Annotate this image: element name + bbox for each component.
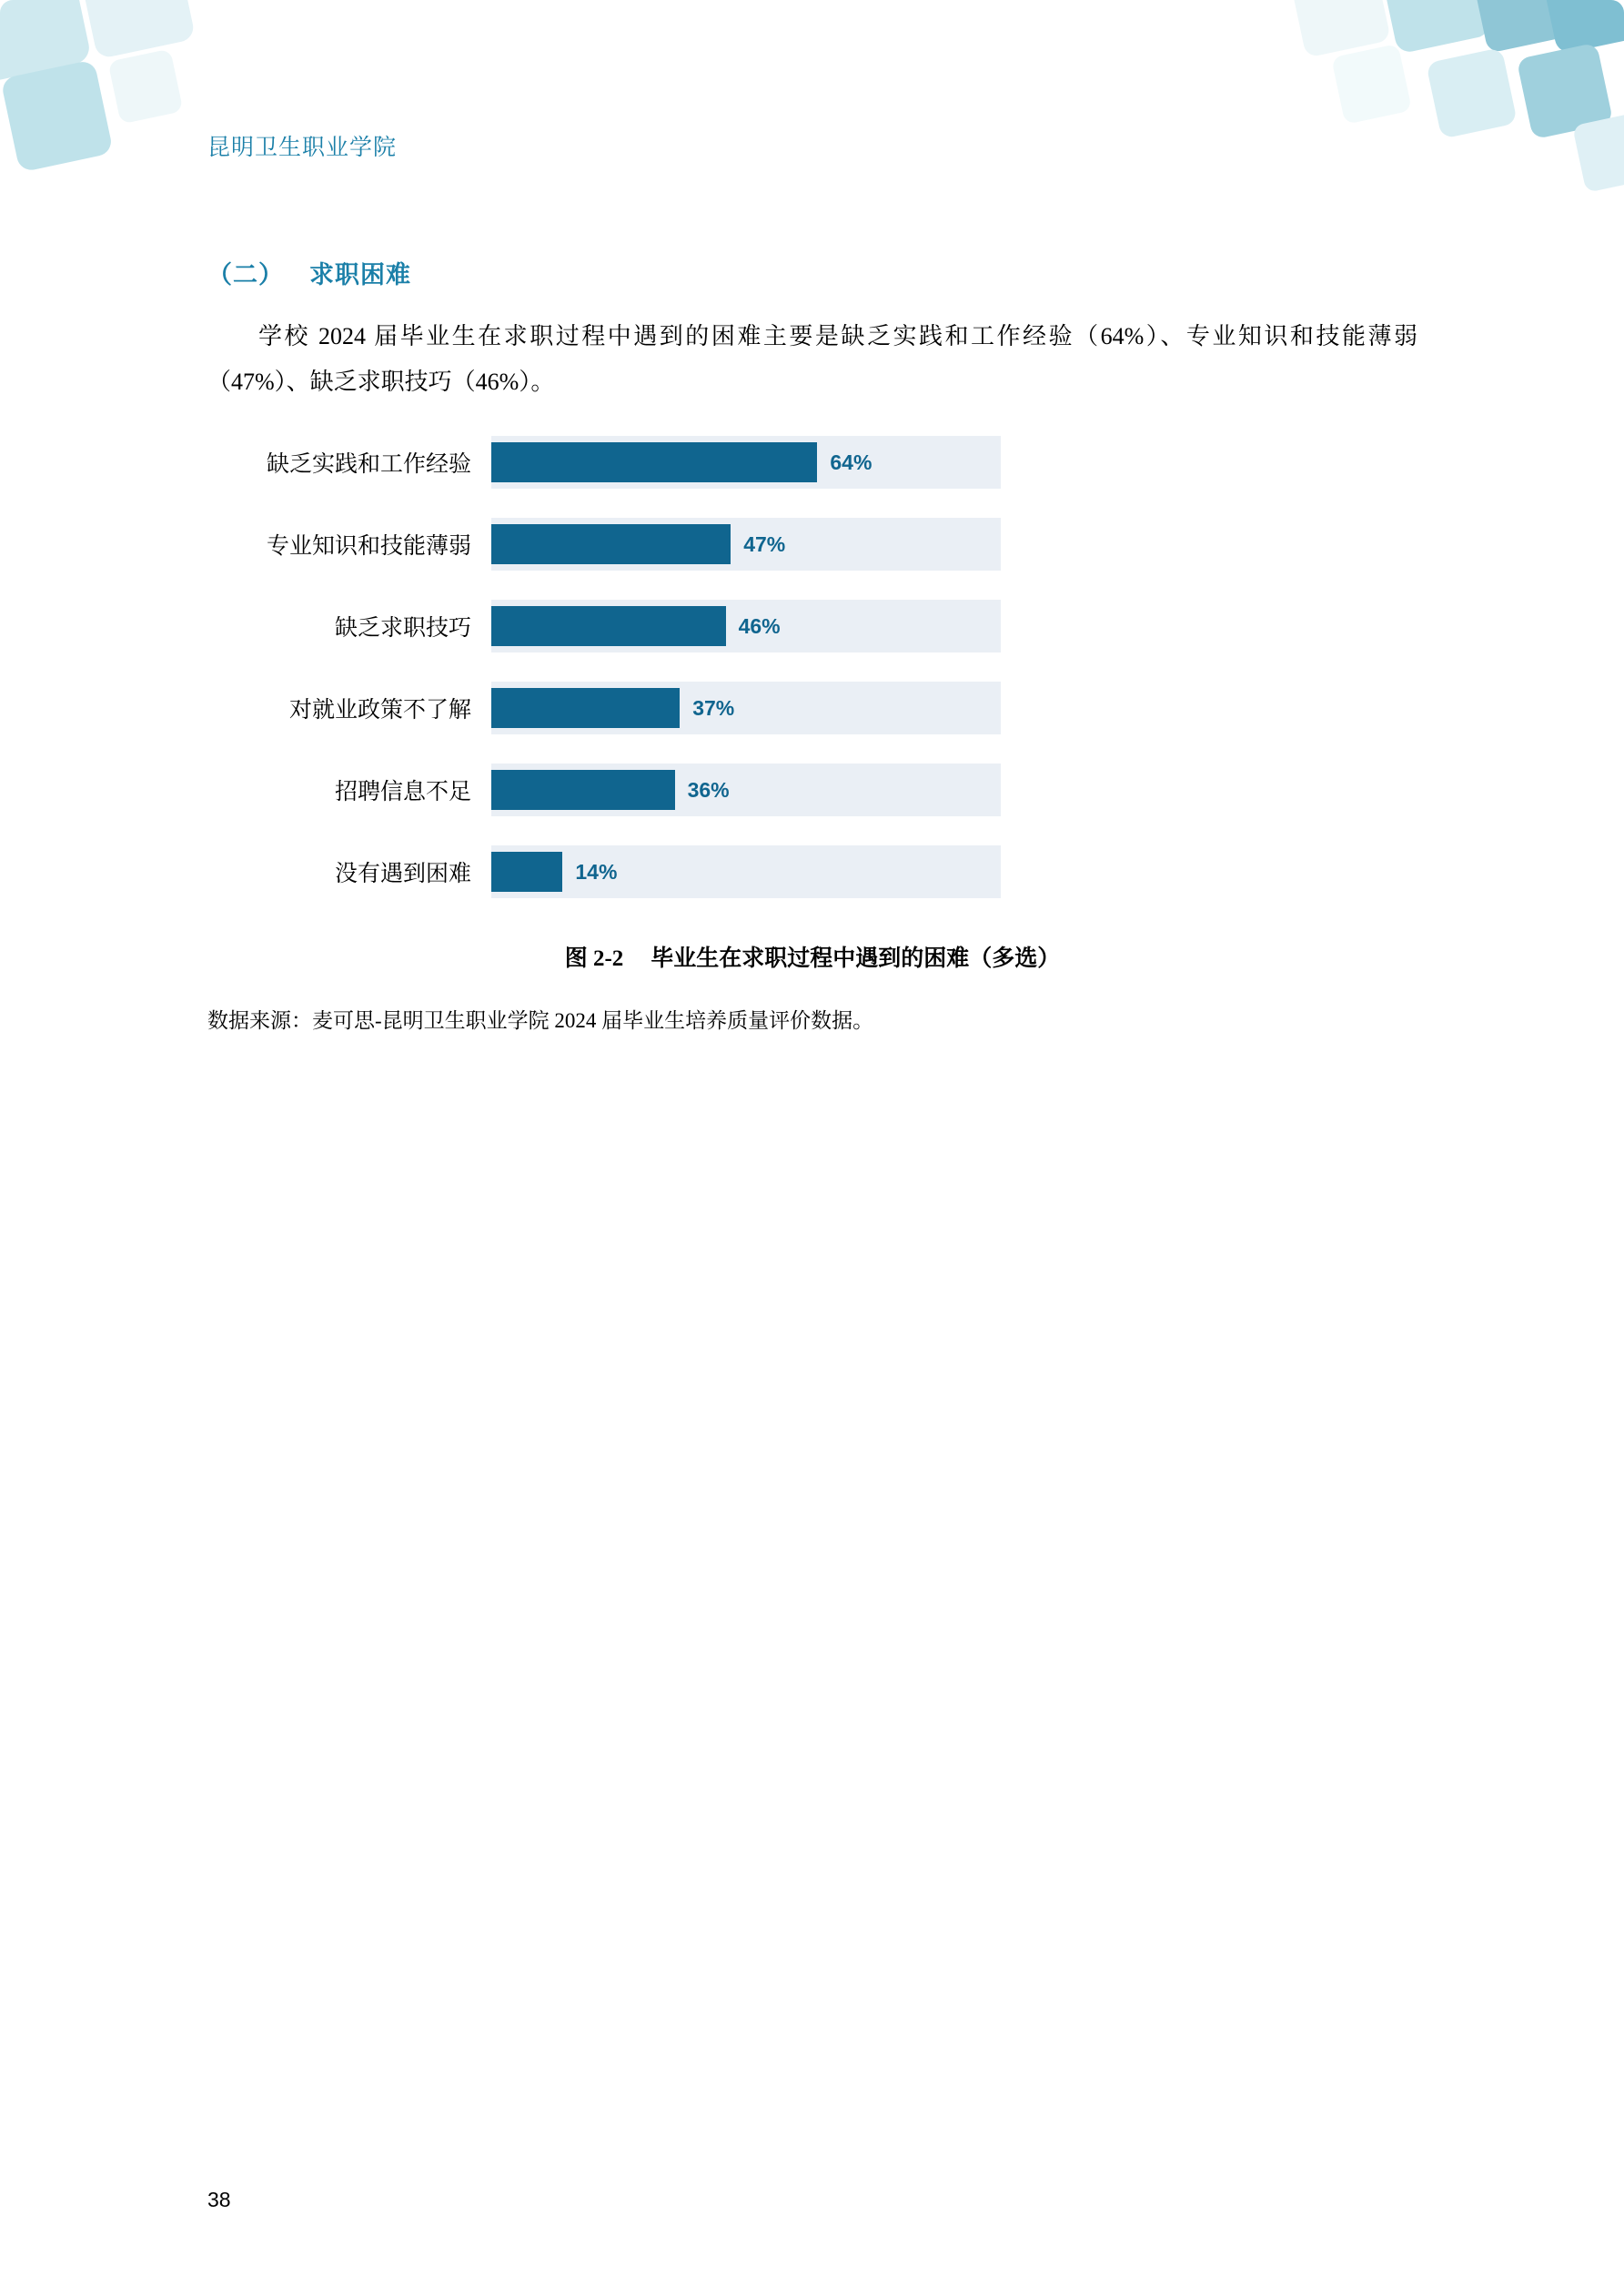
bar-category-label: 对就业政策不了解 (288, 698, 471, 723)
bar-track (491, 845, 1001, 898)
bar-category-label: 专业知识和技能薄弱 (266, 534, 471, 559)
bar-category-label: 招聘信息不足 (334, 780, 471, 804)
figure-number: 图 2-2 (564, 946, 624, 971)
body-paragraph: 学校 2024 届毕业生在求职过程中遇到的困难主要是缺乏实践和工作经验（64%）、专业知识和技能薄弱（47%）、缺乏求职技巧（46%）。 (207, 323, 1417, 395)
figure-title: 毕业生在求职过程中遇到的困难（多选） (651, 946, 1061, 971)
bar-value-label: 36% (687, 777, 730, 802)
chart-row (207, 845, 1417, 898)
bar-value-label: 47% (743, 531, 786, 556)
bar-fill (491, 442, 817, 482)
bar-category-label: 缺乏求职技巧 (334, 616, 471, 641)
chart-row (207, 518, 1417, 571)
bar-value-label: 37% (692, 695, 735, 720)
bar-track (491, 518, 1001, 571)
bar-fill (491, 770, 675, 810)
section-heading (207, 255, 1417, 290)
section-title-text: 求职困难 (309, 261, 411, 288)
bar-category-label: 缺乏实践和工作经验 (266, 452, 471, 477)
chart-row (207, 682, 1417, 734)
section-number: （二） (207, 261, 284, 288)
bar-chart (207, 436, 1417, 898)
bar-value-label: 14% (575, 859, 618, 884)
bar-category-label: 没有遇到困难 (334, 862, 471, 886)
page-content (207, 255, 1417, 1034)
chart-row (207, 436, 1417, 489)
bar-track (491, 764, 1001, 816)
chart-row (207, 764, 1417, 816)
bar-track (491, 600, 1001, 652)
institution-name: 昆明卫生职业学院 (207, 136, 398, 160)
data-source-note: 数据来源：麦可思-昆明卫生职业学院 2024 届毕业生培养质量评价数据。 (207, 1009, 874, 1032)
bar-fill (491, 606, 726, 646)
bar-fill (491, 688, 680, 728)
bar-track (491, 682, 1001, 734)
figure-caption (207, 940, 1417, 973)
bar-track (491, 436, 1001, 489)
decorative-squares-right (1115, 0, 1624, 237)
bar-value-label: 64% (830, 450, 873, 474)
decorative-squares-left (0, 0, 273, 228)
page-number: 38 (207, 2188, 231, 2211)
bar-fill (491, 852, 562, 892)
bar-value-label: 46% (738, 613, 781, 638)
bar-fill (491, 524, 731, 564)
chart-row (207, 600, 1417, 652)
